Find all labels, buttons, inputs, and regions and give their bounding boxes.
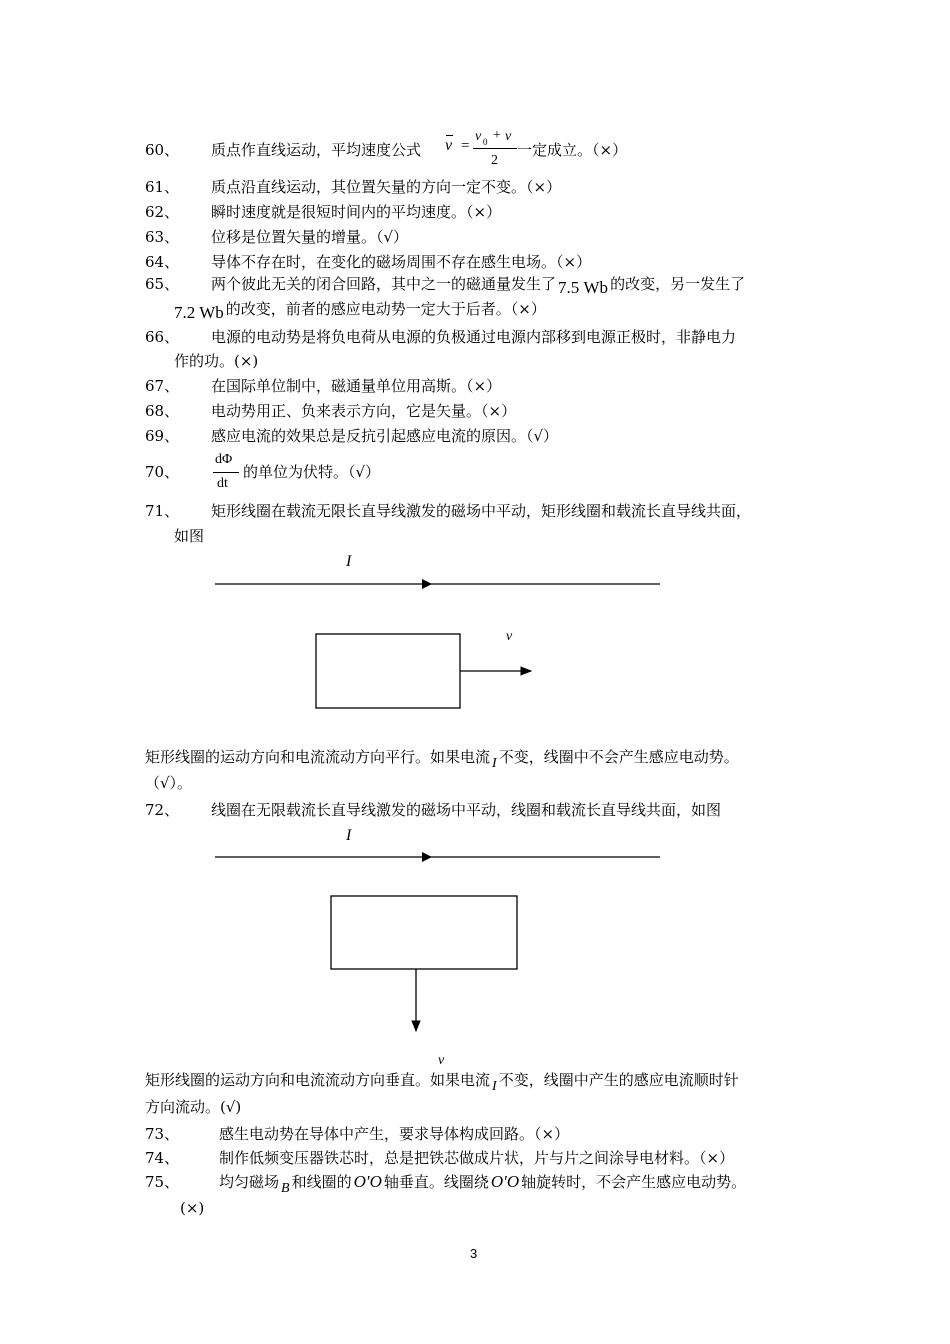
item-65-p3: 的改变，前者的感应电动势一定大于后者。（×） [225, 300, 546, 318]
item-60-pre: 质点作直线运动，平均速度公式 [211, 141, 422, 159]
item-75-line2: (×) [180, 1199, 205, 1217]
plus-sign: + [493, 128, 501, 143]
item-71-after-line1 [145, 747, 739, 769]
item-number: 67、 [145, 377, 180, 395]
item-number: 61、 [145, 178, 180, 196]
current-label-72: I [346, 827, 352, 844]
page-number: 3 [470, 1246, 478, 1261]
item-71-line2: 如图 [174, 527, 205, 545]
item-72-after-b: 不变，线圈中产生的感应电流顺时针 [498, 1071, 739, 1089]
fraction-numerator: dΦ [215, 452, 233, 467]
item-71-after-line2: （√）。 [145, 774, 193, 792]
item-74-text: 制作低频变压器铁芯时，总是把铁芯做成片状，片与片之间涂导电材料。（×） [219, 1149, 735, 1167]
item-72-after-a: 矩形线圈的运动方向和电流流动方向垂直。如果电流 [145, 1071, 491, 1089]
item-number: 65、 [145, 275, 180, 293]
item-75-p4: 轴旋转时，不会产生感应电动势。 [521, 1173, 747, 1191]
item-75-p2: 和线圈的 [291, 1173, 352, 1191]
fraction-denominator: dt [217, 476, 228, 491]
v0-subscript: 0 [483, 137, 488, 147]
item-number: 75、 [145, 1173, 180, 1191]
item-number: 62、 [145, 203, 180, 221]
velocity-label-71: v [506, 629, 513, 644]
item-number: 68、 [145, 402, 180, 420]
rect-coil-71 [316, 634, 460, 708]
item-number: 71、 [145, 502, 180, 520]
item-65-p1: 两个彼此无关的闭合回路，其中之一的磁通量发生了 [211, 275, 557, 293]
velocity-label-72: v [438, 1053, 445, 1068]
item-69-text: 感应电流的效果总是反抗引起感应电流的原因。（√） [211, 427, 559, 445]
current-label-71: I [346, 553, 352, 570]
item-62-text: 瞬时速度就是很短时间内的平均速度。（×） [211, 203, 502, 221]
item-66-line2: 作的功。(×) [174, 352, 259, 370]
item-64-text: 导体不存在时，在变化的磁场周围不存在感生电场。（×） [211, 253, 592, 271]
item-65-p2: 的改变，另一发生了 [610, 275, 746, 293]
current-arrow-71 [422, 579, 432, 589]
item-number: 60、 [145, 141, 180, 159]
item-63-text: 位移是位置矢量的增量。（√） [211, 228, 409, 246]
item-number: 69、 [145, 427, 180, 445]
item-60-post: 一定成立。（×） [517, 141, 628, 159]
item-75-p1: 均匀磁场 [219, 1173, 280, 1191]
item-71-after-b: 不变，线圈中不会产生感应电动势。 [498, 748, 739, 766]
item-68-text: 电动势用正、负来表示方向，它是矢量。（×） [211, 402, 517, 420]
item-72-after-line1 [145, 1070, 739, 1092]
item-71-after-a: 矩形线圈的运动方向和电流流动方向平行。如果电流 [145, 748, 491, 766]
axis-label: O′O [490, 1172, 520, 1191]
item-66-line1: 电源的电动势是将负电荷从电源的负极通过电源内部移到电源正极时，非静电力 [211, 328, 737, 346]
denominator: 2 [491, 153, 498, 168]
item-61-text: 质点沿直线运动，其位置矢量的方向一定不变。（×） [211, 178, 562, 196]
flux-value-1: 7.5 Wb [558, 278, 609, 297]
current-symbol: I [492, 756, 497, 771]
item-67-text: 在国际单位制中，磁通量单位用高斯。（×） [211, 377, 502, 395]
equals-sign: = [461, 138, 470, 154]
item-70-post: 的单位为伏特。（√） [243, 463, 381, 481]
item-75-p3: 轴垂直。线圈绕 [383, 1173, 489, 1191]
current-arrow-72 [422, 852, 432, 862]
item-number: 74、 [145, 1149, 180, 1167]
item-number: 73、 [145, 1125, 180, 1143]
current-symbol: I [492, 1079, 497, 1094]
item-number: 64、 [145, 253, 180, 271]
v: v [505, 129, 512, 144]
rect-coil-72 [331, 896, 517, 969]
flux-value-2: 7.2 Wb [174, 303, 224, 322]
item-number: 63、 [145, 228, 180, 246]
axis-label: O′O [353, 1172, 382, 1191]
vbar: v [445, 137, 453, 154]
item-75-line1 [219, 1172, 746, 1194]
item-71-line1: 矩形线圈在载流无限长直导线激发的磁场中平动，矩形线圈和载流长直导线共面， [211, 502, 752, 520]
item-number: 70、 [145, 463, 180, 481]
item-73-text: 感生电动势在导体中产生，要求导体构成回路。（×） [219, 1125, 570, 1143]
item-number: 66、 [145, 328, 180, 346]
item-number: 72、 [145, 801, 180, 819]
item-72-line1: 线圈在无限载流长直导线激发的磁场中平动，线圈和载流长直导线共面，如图 [211, 801, 722, 819]
field-B: B [281, 1181, 290, 1196]
v0: v [475, 129, 482, 144]
item-72-after-line2: 方向流动。(√) [145, 1098, 242, 1116]
